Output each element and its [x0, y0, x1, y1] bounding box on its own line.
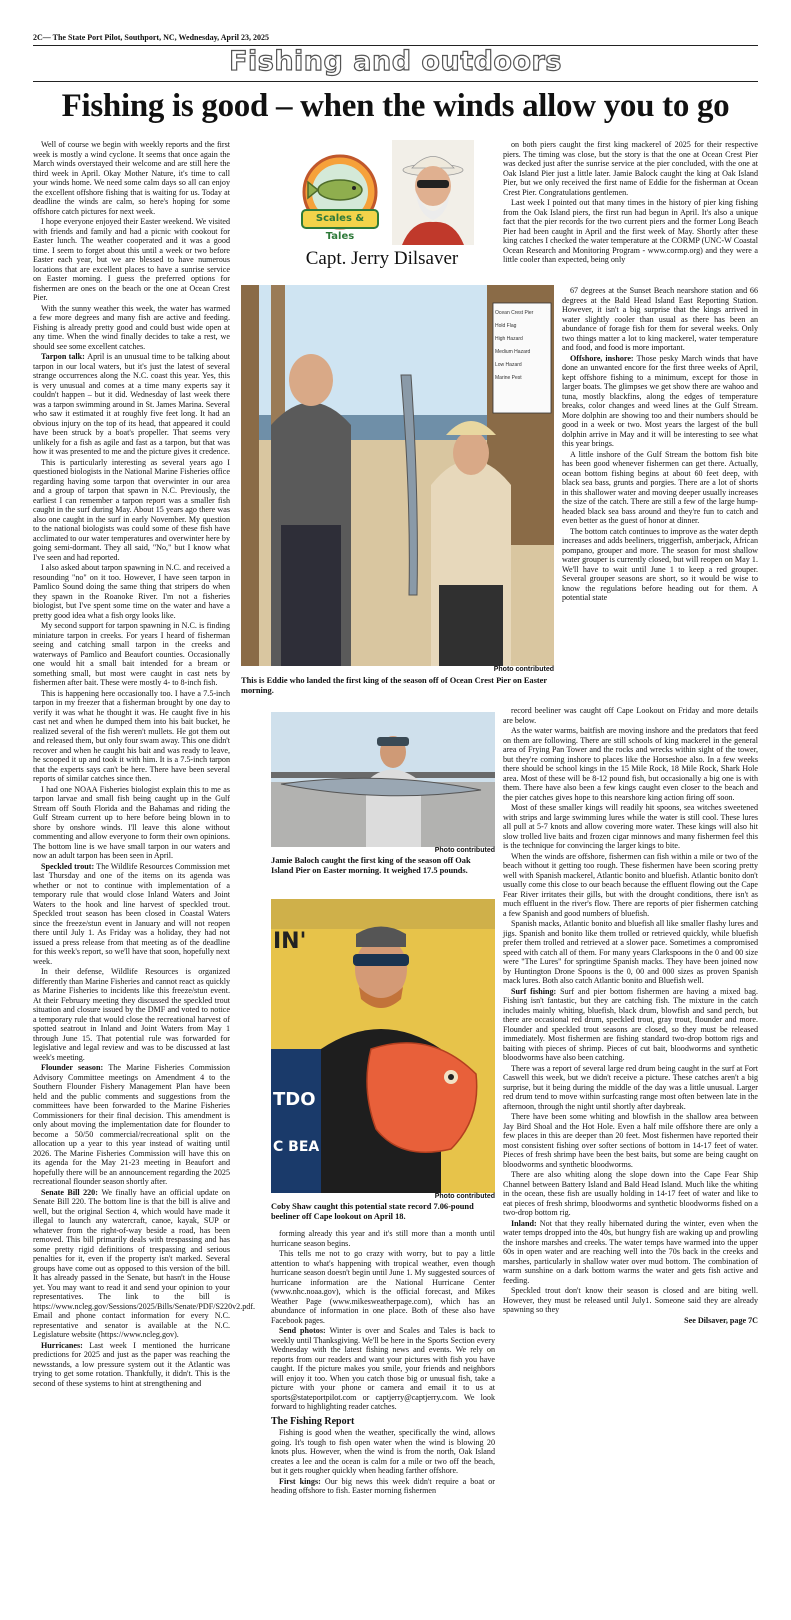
- fishing-report-heading: The Fishing Report: [271, 1415, 355, 1427]
- paragraph: My second support for tarpon spawning in N.C. is finding miniature tarpon in creeks. For years I heard of fisherman seeing and catching small tarpon in the creeks and waterways of Pamlico and Beaufort counties. Occasionally one would hit a small bait intended for a bream or something small, but most were caught in cast nets by fishermen after bait. These were mostly 4- to 8-inch fish.: [33, 621, 230, 687]
- paragraph: on both piers caught the first king mackerel of 2025 for their respective piers. The timing was close, but the story is that the one at Ocean Crest Pier was decked just after the sunrise service at the pier concluded, with the one at Oak Island Pier just a little later. Jamie Balock caught the king at Oak Island Pier, but we only received the first name of Eddie for the fisherman at Ocean Crest Pier. Congratulations gentlemen.: [503, 140, 758, 197]
- logo-text: Scales & Tales: [315, 213, 365, 242]
- paragraph: This tells me not to go crazy with worry, but to pay a little attention to what's happening with tropical weather, even though hurricane season doesn't begin until June 1. My suggested sources of hurricane information are the National Hurricane Center (www.nhc.noaa.gov), which is the official forecast, and Mikes Weather Page (www.mikesweatherpage.com), which has an abundance of information in one place. Both of these also have Facebook pages.: [271, 1249, 495, 1325]
- paragraph: First kings: Our big news this week didn't require a boat or heading offshore to fish. Easter morning fishermen: [271, 1476, 495, 1495]
- column-2: [271, 1229, 495, 1585]
- sign-line: Ocean Crest Pier: [495, 310, 534, 316]
- column-3-low: [503, 706, 758, 1586]
- paragraph: With the sunny weather this week, the water has warmed a few more degrees and many fish are active and feeding. Fishing is already pretty good and could bust wide open at any time. When the wind finally decides to take a rest, we should see some excellent catches.: [33, 303, 230, 351]
- paragraph: Spanish macks, Atlantic bonito and bluefish all like smaller flashy lures and jigs. Spanish and bonito like them trolled or retrieved quickly, while bluefish prefer them trolled and retrieved at a slower pace. Sometimes a compromised speed with catch all of them. For many years Clarkspoons in the 0 and 00 size were "The Lures" for springtime Spanish macks. They have been joined now by Huntington Drone Spoons is the 0, 00 and 000 sizes as proven Spanish mack lures. Both also catch Atlantic bonito and Bluefish well.: [503, 919, 758, 985]
- paragraph: There are also whiting along the slope down into the Cape Fear Ship Channel between Battery Island and Bald Head Island. Much like the whiting in the ocean, these fish are usually holding in 14-17 feet of water and like to eat pieces of fresh shrimp, bloodworms and synthetic bloodworms fished on a two-drop bottom rig.: [503, 1170, 758, 1217]
- photo-oak-island-king: [271, 712, 495, 847]
- paragraph: Well of course we begin with weekly reports and the first week is mostly a wind cyclone. It seems that once again the March winds overstayed their welcome and are still here the third week in April. Okay Mother Nature, it's time to call your winds home. We need some calm days so all can enjoy the excellent offshore fishing that is waiting for us. Today at deadline the winds are calm, so here's hoping for some offshore catch pictures for next week.: [33, 140, 230, 216]
- paragraph: I hope everyone enjoyed their Easter weekend. We visited with friends and family and had a picnic with cookout for Easter lunch. The weather cooperated and it was a good time. I seem to forget about this until a week or two before Easter each year, but we are blessed to have numerous locations that are excellent places to have a sunrise service on Easter morning. I guess the preferred options for fishermen are ones on the beach or the one at Ocean Crest Pier.: [33, 217, 230, 302]
- paragraph: I also asked about tarpon spawning in N.C. and received a resounding "no" on it too. However, I have seen tarpon in Pamlico Sound doing the same thing that stripers do when they spawn in the Roanoke River. I'm not a fisheries biologist, but I've spent some time on the water and have a pretty good idea what a fish orgy looks like.: [33, 563, 230, 620]
- sign-line: Hold Flag: [495, 323, 517, 329]
- paragraph: Last week I pointed out that many times in the history of pier king fishing from the Oak Island piers, the first run had begun in April. It's also a unique fact that the pier records for the two current piers and the former Long Beach Pier had been caught in April and the first week of May. Shortly after these king catches I checked the water temperature at the CORMP (UNC-W Coastal Ocean Research and Monitoring Program - www.cormp.org) and they were a little cooler than expected, being only: [503, 198, 758, 264]
- scales-tales-logo: [290, 152, 390, 242]
- photo-beeliner-record: [271, 899, 495, 1193]
- byline: Capt. Jerry Dilsaver: [305, 248, 459, 269]
- paragraph: Fishing is good when the weather, specifically the wind, allows going. It's tough to fish open water when the wind is blowing 20 knots plus. However, when the wind is from the north, Oak Island creates a lee and the ocean is calm for a mile or two off the beach, but it gets rougher quickly when heading farther offshore.: [271, 1428, 495, 1475]
- paragraph: When the winds are offshore, fishermen can fish within a mile or two of the beach without it getting too rough. These fishermen have been scoring pretty well with Spanish mackerel, Atlantic bonito and bluefish. Atlantic bonito don't usually come this close to our beach because the effluent flowing out the Cape Fear River irritates their gills, but with the drought conditions, there isn't as much effluent in the river's flow. There are reports of pier fishermen catching a few Spanish and good numbers of bluefish.: [503, 851, 758, 918]
- photo-credit: Photo contributed: [434, 1193, 495, 1200]
- caption-1: This is Eddie who landed the first king of the season off of Ocean Crest Pier on Easter morning.: [241, 676, 547, 695]
- top-rule: [33, 45, 758, 46]
- column-3-top: [503, 140, 758, 284]
- sign-text: TDO: [273, 1089, 316, 1110]
- sign-text: C BEA: [273, 1139, 320, 1155]
- paragraph: Surf fishing: Surf and pier bottom fishermen are having a mixed bag. Fishing isn't fantastic, but they are catching fish. The mixture in the catch includes mainly whiting, bluefish, black drum, blowfish and sand perch, but there are occasional red drum, speckled trout, gray trout, flounder and more. Flounder and speckled trout seasons are closed, so they must be released immediately. Most fishermen are fishing standard two-drop bottom rigs and baiting with pieces of shrimp. Pieces of cut bait, bloodworms and synthetic bloodworms have also been catching.: [503, 986, 758, 1062]
- sign-line: Low Hazard: [495, 362, 522, 368]
- paragraph: In their defense, Wildlife Resources is organized differently than Marine Fisheries and cannot react as quickly as Marine Fisheries to incidents like this freeze/stun event. At their February meeting they discussed the speckled trout situation and closure issued by the DMF and voted to notice a temporary rule that would close the recreational harvest of spotted seatrout in Inland and Joint Waters from May 1 through June 15. That potential rule was forwarded for legislative and legal review and was to be discussed at last week's meeting.: [33, 967, 230, 1062]
- paragraph: Flounder season: The Marine Fisheries Commission Advisory Committee meetings on Amendment 4 to the Southern Flounder Fishery Management Plan have been held and the public comments and suggestions from the committees have been forwarded to the Marine Fisheries Commissioners for their final decision. This amendment is only about moving the implementation date for flounder to become a 50/50 commercial/recreational split on the allocation up a year to this year instead of waiting until 2026. The Marine Fisheries Commission will have this on its agenda for the May 21-23 meeting in Beaufort and hopefully there will be an announcement regarding the 2025 recreational flounder season shortly after.: [33, 1063, 231, 1186]
- jump-reference: See Dilsaver, page 7C: [684, 1315, 758, 1325]
- paragraph: As the water warms, baitfish are moving inshore and the predators that feed on them are following. There are still schools of king mackerel in the general area of Frying Pan Tower and the rocks and wrecks within sight of the tower, but they're coming inshore to places like the Horseshoe also. In a few weeks there should be school kings in the 15 Mile Rock, 18 Mile Rock, Shark Hole area. Most of these will be 8-12 pound fish, but occasionally a big one is with them. There have also been a few kings caught even closer to the beach and the pier catches gives hope to this nearshore king action firing off soon.: [503, 726, 758, 802]
- paragraph: Speckled trout: The Wildlife Resources Commission met last Thursday and one of the items on its agenda was whether or not to continue with implementation of a temporary rule that would close Inland Waters and Joint Waters to the hook and line harvest of speckled trout. Speckled trout season has been closed in Coastal Waters since the freeze/stun event in January and will not reopen there until July 1. As Friday was a holiday, they had not issued a press release from that meeting as of the deadline for this week's report, so we'll have that soon, hopefully next week.: [33, 861, 230, 966]
- column-3-mid: [562, 286, 758, 706]
- headline: Fishing is good – when the winds allow you to go: [61, 88, 730, 124]
- paragraph: The bottom catch continues to improve as the water depth increases and adds beeliners, triggerfish, amberjack, African pompano, grouper and more. The season for most shallow water grouper is currently closed, but will reopen on May 1. We'll have to wait until June 1 to keep a red grouper. Several grouper seasons are short, so it would be wise to know the regulations before heading out for them. A potential state: [562, 526, 758, 602]
- paragraph: There was a report of several large red drum being caught in the surf at Fort Caswell this week, but we didn't receive a picture. These catches aren't a big surprise, but it being during the middle of the day was a little unusual. Larger red drum tend to move within surfcasting range most often between late in the afternoon, through the night until shortly after daybreak.: [503, 1063, 758, 1111]
- sign-text: [495, 307, 549, 385]
- paragraph: 67 degrees at the Sunset Beach nearshore station and 66 degrees at the Bald Head Island East Reporting Station. However, it isn't a big surprise that the kings arrived in water slightly cooler than usual as there has been an abundance of forage fish for them for several weeks. Only two things matter a lot to king mackerel, water temperature and food, and food is more important.: [562, 286, 758, 352]
- caption-2: Jamie Baloch caught the first king of the season off Oak Island Pier on Easter morning. It weighed 17.5 pounds.: [271, 856, 471, 875]
- paragraph: Most of these smaller kings will readily hit spoons, sea witches sweetened with strips and large swimming lures while the water is still cool. These lures all pull at 5-7 knots and allow covering more water. These kings will also hit slow trolled live baits and frozen cigar minnows and many fishermen feel this is the technique for convincing the larger kings to bite.: [503, 803, 758, 850]
- section-title: Fishing and outdoors: [229, 46, 562, 77]
- paragraph: Hurricanes: Last week I mentioned the hurricane predictions for 2025 and just as the paper was reaching the newsstands, a low pressure system out it the Atlantic was trying to get some rotation. Thankfully, it didn't. This is the second of these systems to hint at strengthening and: [33, 1340, 230, 1388]
- paragraph: Speckled trout don't know their season is closed and are biting well. However, they must be released until July1. Someone said they are already spawning so they: [503, 1286, 758, 1314]
- sign-line: Medium Hazard: [495, 349, 531, 355]
- paragraph: A little inshore of the Gulf Stream the bottom fish bite has been good whenever fishermen can get there. Actually, ocean bottom fishing begins at about 60 feet deep, with black sea bass, grunts and porgies. There are a lot of shorts in this shallower water and moving deeper usually increases the size of the catch. There are still a few of the large hump-headed black sea bass around and they're fun to catch and even better as the guest of honor at dinner.: [562, 449, 758, 525]
- photo-credit: Photo contributed: [434, 847, 495, 854]
- folio: 2C— The State Port Pilot, Southport, NC, Wednesday, April 23, 2025: [33, 33, 269, 42]
- paragraph: Tarpon talk: April is an unusual time to be talking about tarpon in our local waters, but it's just the latest of several strange occurrences along the N.C. coast this year. Yes, this is very unusual and comes at a time many experts say it couldn't happen – but it did. Wednesday of last week there was a tarpon swimming around in St. James Marina. Several who saw it estimated it at roughly five feet long. It had an obvious injury on the top of its head, that appeared it could have been struck by a boat's propeller. That seems very unlikely for a fish as agile and fast as a tarpon, but that was how it was presented to me and the picture gives it credence.: [33, 352, 230, 456]
- paragraph: record beeliner was caught off Cape Lookout on Friday and more details are below.: [503, 706, 758, 725]
- paragraph: This is particularly interesting as several years ago I questioned biologists in the National Marine Fisheries office regarding having some tarpon that overwinter in our area and a group of tarpon that spawn in N.C. Previously, the earliest I can remember a tarpon report was a smaller fish caught in the surf during May. About 15 years ago there was also one caught in the surf in early November. My question to the national biologists was could some of these fish have acclimated to our water temperatures and overwinter here by going semi-dormant. They all said, "No," but I know what I've seen and had reported.: [33, 457, 230, 562]
- section-rule: [33, 81, 758, 82]
- paragraph: Offshore, inshore: Those pesky March winds that have done an unwanted encore for the first three weeks of April, kept offshore fishing to a minimum, except for those in larger boats. The glimpses we get show there are wahoo and tuna, mostly blackfins, along the edges of temperature breaks, color changes and weed lines at the Gulf Stream. More dolphin are showing too and their numbers should be good in a week or two. Most years the largest of the bull dolphin arrive in May and it will be interesting to see what this year brings.: [562, 353, 758, 448]
- paragraph: I had one NOAA Fisheries biologist explain this to me as tarpon larvae and small fish being caught up in the Gulf Stream off South Florida and the Bahamas and riding the Gulf Stream current up to here before being blown in to shore by onshore winds. I'll leave this alone without commenting and allow everyone to form their own opinions. The bottom line is we have small tarpon in our waters and now an adult tarpon has been seen in April.: [33, 784, 230, 860]
- sign-text: IN': [273, 929, 307, 954]
- photo-ocean-crest-king: [241, 285, 554, 666]
- column-1: [33, 140, 256, 1585]
- paragraph: Inland: Not that they really hibernated during the winter, even when the water temps dropped into the 40s, but hungry fish are waking up and prowling the inshore marshes and creeks. The water temps have warmed into the upper 60s in open water and are reaching well into the 70s back in the creeks and marshes, particularly in shallow water over mud bottom. The combination of warm sunshine on a dark bottom warms the water and gets fish active and feeding.: [503, 1218, 758, 1285]
- paragraph: There have been some whiting and blowfish in the shallow area between Jay Bird Shoal and the Hot Hole. Even a half mile offshore there are only a few places in this are deeper than 20 feet. Most fishermen have reported their most consistent fishing over softer sections of bottom in 14-17 feet of water. Pieces of fresh shrimp have been the best baits, but some are being caught on bloodworms and synthetic bloodworms.: [503, 1112, 758, 1169]
- paragraph: This is happening here occasionally too. I have a 7.5-inch tarpon in my freezer that a fisherman brought by one day to verify it was what he thought it was. He caught five in his cast net and when he dumped them into his bait bucket, he realized several of the fish weren't mullets. He got them out and released them, but only four swam away. This one didn't recover and when he caught his bait and was ready to leave, he scooped it up and took it with him. It is a 7.5-inch tarpon that the experts says can't be here. There have been several reports of similar catches since then.: [33, 688, 230, 783]
- sign-line: Marine Pest: [495, 375, 522, 381]
- author-headshot: [392, 140, 474, 245]
- caption-3: Coby Shaw caught this potential state record 7.06-pound beeliner off Cape lookout on April 18.: [271, 1202, 474, 1221]
- paragraph: Senate Bill 220: We finally have an official update on Senate Bill 220. The bottom line is that the bill is alive and well, but the original Section 4, which would have made it illegal to launch any watercraft, canoe, kayak, SUP or whatever from the right-of-way beside a road, has been removed. This bill primarily deals with trespassing and has some pretty rigid definitions of trespassing and serious penalties for it, even if the property isn't marked. Several groups have come out as opposed to this version of the bill. It has already passed in the Senate, but hasn't in the House yet. You may want to read it and send your opinion to your representatives. The link to the bill is https://www.ncleg.gov/Sessions/2025/Bills/Senate/PDF/S220v2.pdf. Email and phone contact information for every N.C. representative and senator is available at the N.C. Legislature website (https://www.ncleg.gov).: [33, 1187, 256, 1339]
- sign-line: High Hazard: [495, 336, 523, 342]
- paragraph: Send photos: Winter is over and Scales and Tales is back to weekly until Thanksgiving. We'll be here in the Sports Section every Wednesday with the latest fishing news and events. We rely on reports from our readers and want your pictures with fish you have caught. If the picture makes you smile, your friends and neighbors will enjoy it too. When you catch those big or unusual fish, take a picture with your phone or camera and email it to us at sports@stateportpilot.com or captjerry@captjerry.com. We look forward to highlighting reader catches.: [271, 1326, 496, 1411]
- paragraph: forming already this year and it's still more than a month until hurricane season begins.: [271, 1229, 495, 1248]
- photo-credit: Photo contributed: [493, 666, 554, 673]
